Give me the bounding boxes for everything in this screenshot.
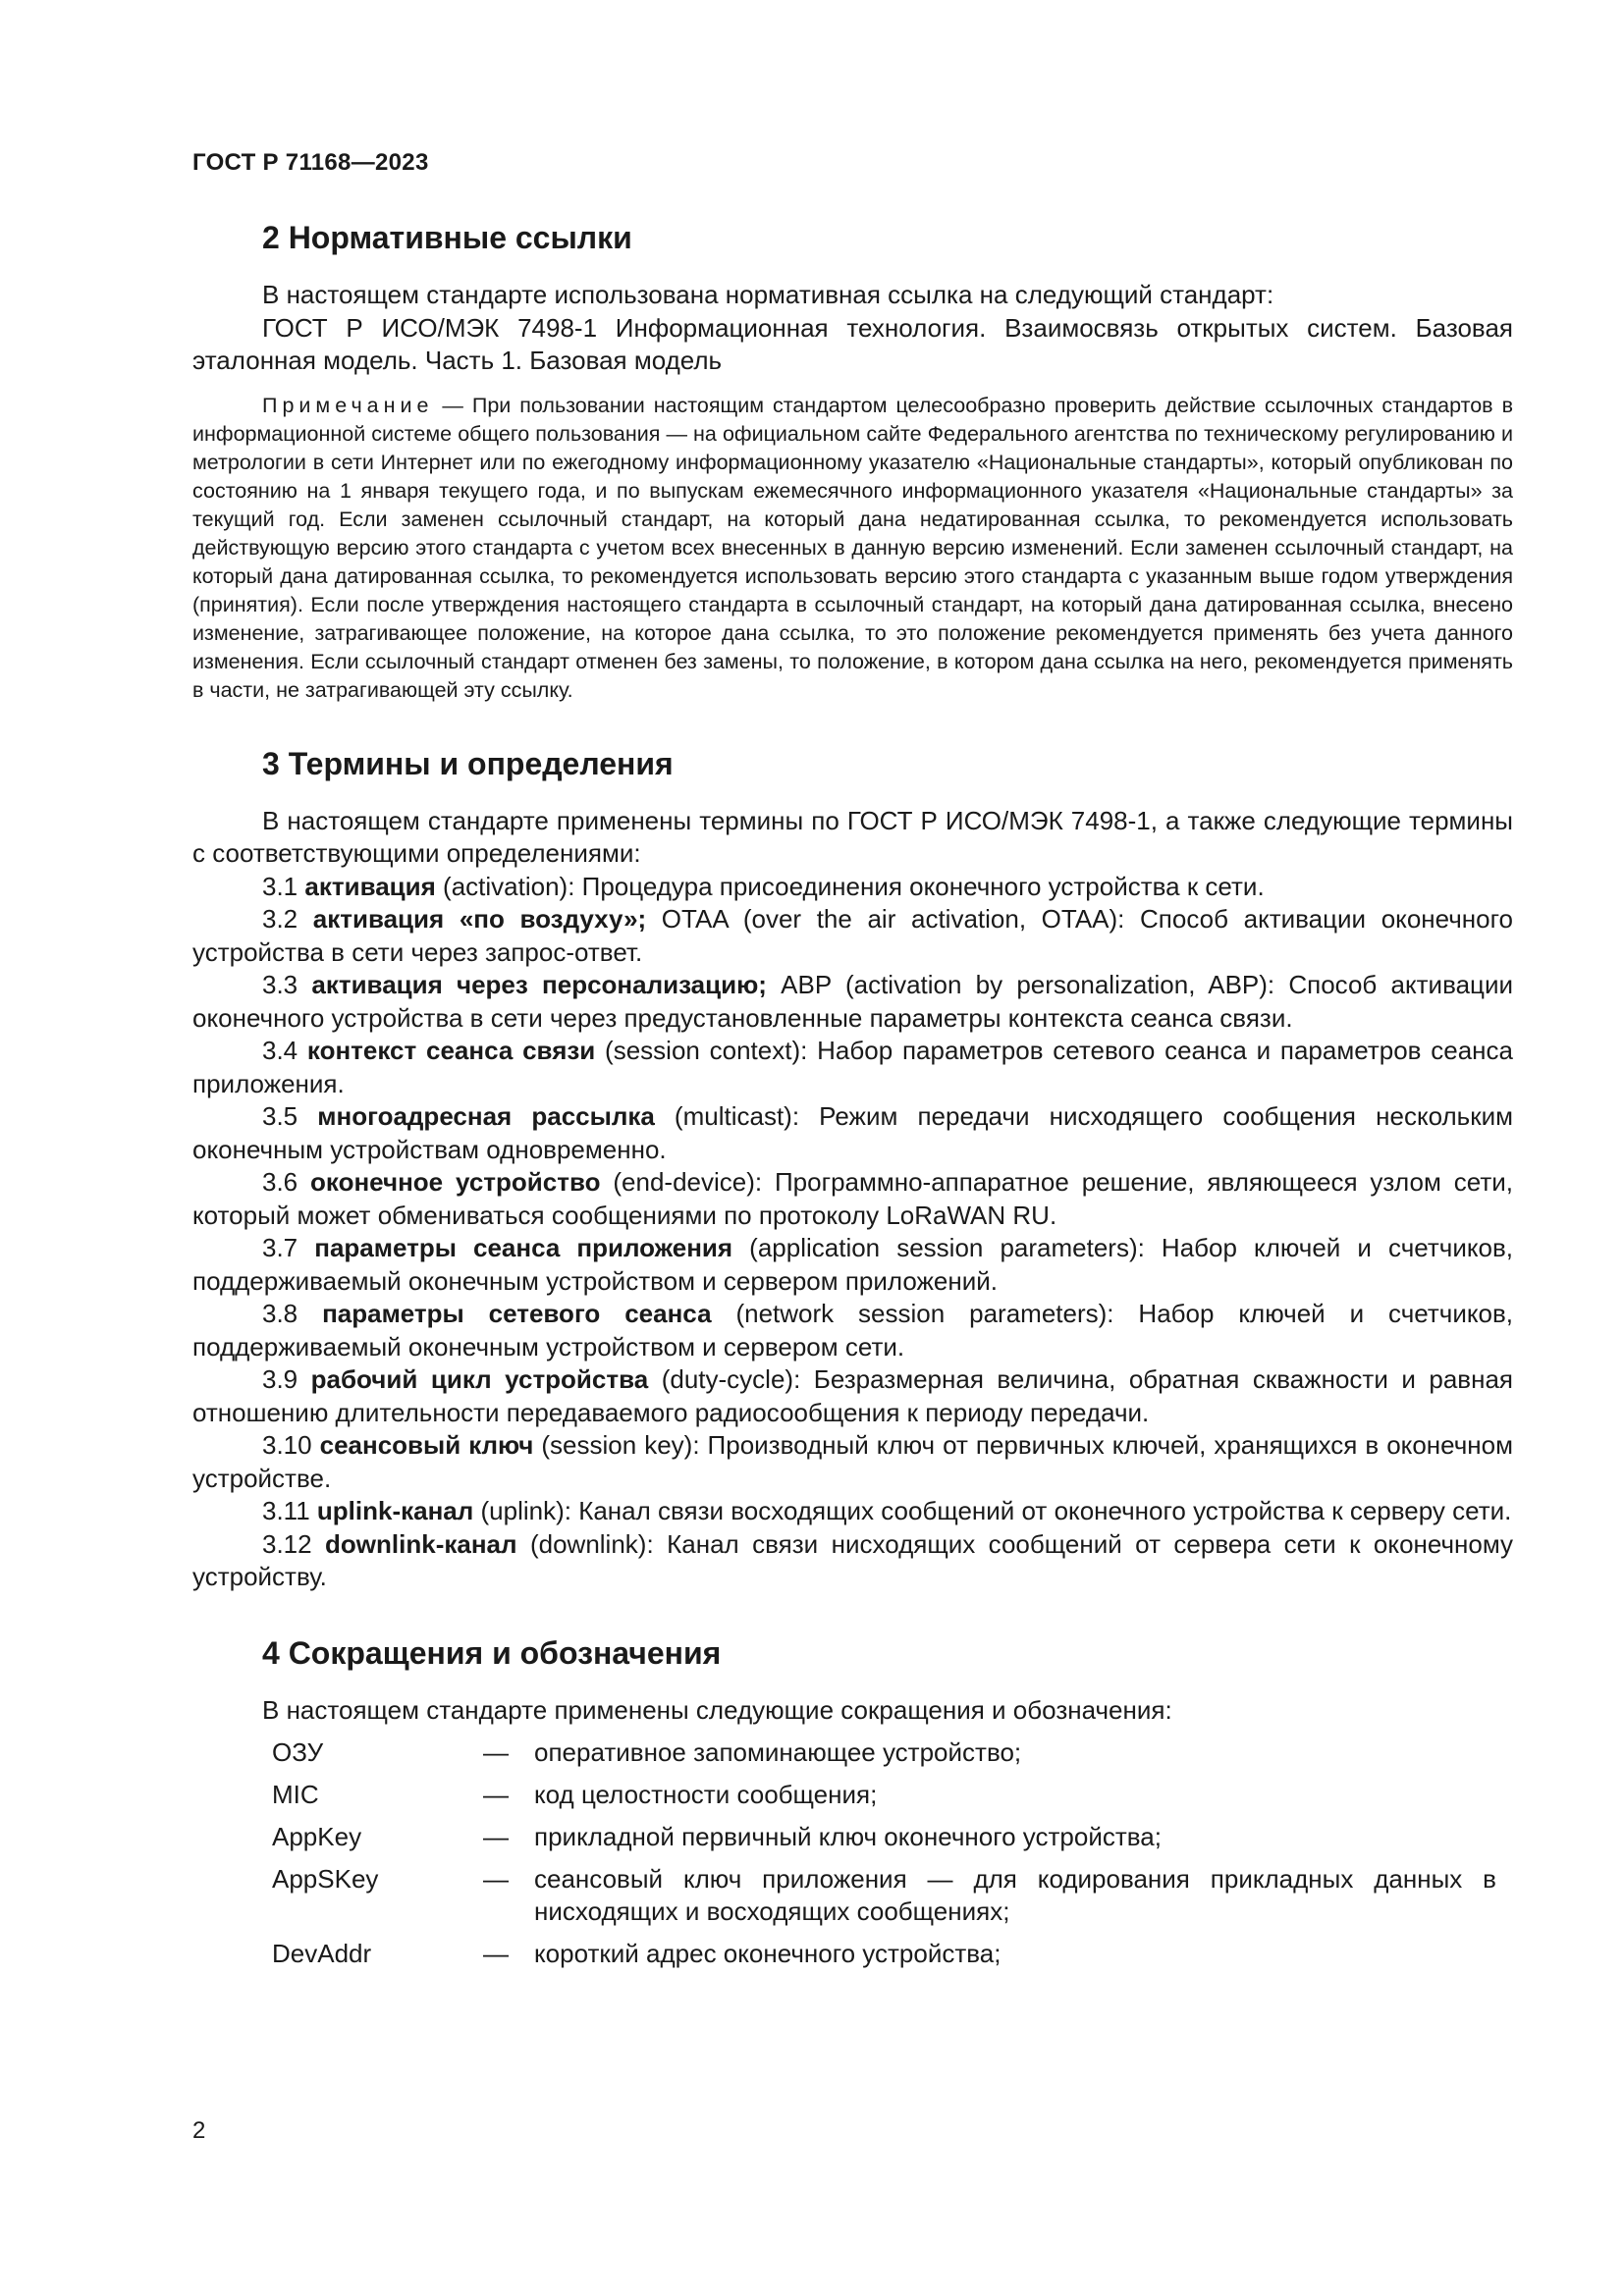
- term-number: 3.1: [262, 871, 305, 901]
- term-number: 3.3: [262, 970, 312, 999]
- term-definition: (network session parameters): Набор ключей и счетчиков, поддерживаемый оконечным устройством и сервером сети.: [192, 1299, 1514, 1362]
- term-entry: [192, 1298, 1513, 1363]
- section-3-title: 3 Термины и определения: [262, 745, 674, 781]
- abbreviation-key: DevAddr: [272, 1939, 372, 1968]
- abbreviation-meaning: прикладной первичный ключ оконечного устройства;: [534, 1822, 1162, 1851]
- term-definition: (end-device): Программно-аппаратное решение, являющееся узлом сети, который может обмениваться сообщениями по протоколу LoRaWAN RU.: [192, 1167, 1513, 1230]
- abbreviation-row: [272, 1821, 1513, 1853]
- term-definition: OTAA (over the air activation, OTAA): Способ активации оконечного устройства в сети через запрос-ответ.: [192, 904, 1513, 967]
- abbreviation-key: ОЗУ: [272, 1737, 324, 1767]
- term-number: 3.2: [262, 904, 313, 934]
- term-entry: [192, 903, 1513, 969]
- term-name: параметры сетевого сеанса: [322, 1299, 712, 1328]
- section-2-intro: В настоящем стандарте использована нормативная ссылка на следующий стандарт:: [262, 280, 1274, 309]
- abbreviation-dash: —: [483, 1864, 509, 1894]
- term-number: 3.8: [262, 1299, 323, 1328]
- abbreviation-meaning: сеансовый ключ приложения — для кодирования прикладных данных в нисходящих и восходящих сообщениях;: [534, 1864, 1496, 1926]
- term-definition: (session context): Набор параметров сетевого сеанса и параметров сеанса приложения.: [192, 1036, 1513, 1098]
- term-entry: [192, 1429, 1513, 1495]
- term-name: downlink-канал: [325, 1528, 517, 1559]
- term-name: параметры сеанса приложения: [314, 1233, 733, 1262]
- term-number: 3.9: [262, 1364, 311, 1394]
- term-definition: ABP (activation by personalization, ABP): Способ активации оконечного устройства в сети через предустановленные параметры контекста сеанса связи.: [192, 970, 1513, 1033]
- abbreviations-table: [272, 1736, 1513, 1970]
- page-number: 2: [192, 2117, 206, 2144]
- term-entry: [192, 871, 1513, 904]
- abbreviation-dash: —: [483, 1822, 509, 1851]
- abbreviation-dash: —: [483, 1737, 509, 1767]
- term-name: многоадресная рассылка: [317, 1101, 655, 1131]
- term-number: 3.6: [262, 1167, 311, 1197]
- term-name: сеансовый ключ: [319, 1430, 534, 1460]
- abbreviation-row: [272, 1736, 1513, 1769]
- terms-list: [192, 871, 1513, 1594]
- abbreviation-dash: —: [483, 1780, 509, 1809]
- term-definition: (downlink): Канал связи нисходящих сообщений от сервера сети к оконечному устройству.: [192, 1528, 1514, 1591]
- term-name: активация через персонализацию;: [311, 970, 767, 999]
- abbreviation-row: [272, 1863, 1513, 1928]
- term-name: оконечное устройство: [310, 1167, 601, 1197]
- document-content: [192, 218, 1513, 1980]
- abbreviation-key: AppSKey: [272, 1864, 379, 1894]
- term-number: 3.5: [262, 1101, 318, 1131]
- term-name: рабочий цикл устройства: [310, 1364, 649, 1394]
- note-text: — При пользовании настоящим стандартом целесообразно проверить действие ссылочных стандартов в информационной системе общего пользования — на официальном сайте Федерального агентства по техническому регулированию и метрологии в сети Интернет или по ежегодному информационному указателю «Национальные стандарты», который опубликован по состоянию на 1 января текущего года, и по выпускам ежемесячного информационного указателя «Национальные стандарты» за текущий год. Если заменен ссылочный стандарт, на который дана недатированная ссылка, то рекомендуется использовать действующую версию этого стандарта с учетом всех внесенных в данную версию изменений. Если заменен ссылочный стандарт, на который дана датированная ссылка, то рекомендуется использовать версию этого стандарта с указанным выше годом утверждения (принятия). Если после утверждения настоящего стандарта в ссылочный стандарт, на который дана датированная ссылка, внесено изменение, затрагивающее положение, на которое дана ссылка, то это положение рекомендуется применять без учета данного изменения. Если ссылочный стандарт отменен без замены, то положение, в котором дана ссылка на него, рекомендуется применять в части, не затрагивающей эту ссылку.: [192, 393, 1513, 702]
- section-4-intro: В настоящем стандарте применены следующие сокращения и обозначения:: [262, 1694, 1172, 1725]
- term-definition: (uplink): Канал связи восходящих сообщений от оконечного устройства к серверу сети.: [473, 1496, 1512, 1525]
- abbreviation-dash: —: [483, 1939, 509, 1968]
- term-definition: (application session parameters): Набор ключей и счетчиков, поддерживаемый оконечным устройством и сервером приложений.: [192, 1233, 1514, 1296]
- term-definition: (activation): Процедура присоединения оконечного устройства к сети.: [435, 871, 1265, 901]
- section-4-title: 4 Сокращения и обозначения: [262, 1634, 722, 1671]
- term-name: активация: [304, 871, 436, 901]
- section-2-title: 2 Нормативные ссылки: [262, 220, 632, 255]
- term-number: 3.10: [262, 1430, 320, 1460]
- abbreviation-key: AppKey: [272, 1822, 362, 1851]
- section-3-intro: В настоящем стандарте применены термины по ГОСТ Р ИСО/МЭК 7498-1, а также следующие термины с соответствующими определениями:: [192, 805, 1513, 868]
- document-header: ГОСТ Р 71168—2023: [192, 149, 429, 176]
- abbreviation-key: MIC: [272, 1780, 319, 1809]
- section-2-note: [192, 392, 1513, 705]
- abbreviation-meaning: короткий адрес оконечного устройства;: [534, 1939, 1001, 1968]
- term-definition: (duty-cycle): Безразмерная величина, обратная скважности и равная отношению длительности передаваемого радиосообщения к периоду передачи.: [192, 1364, 1513, 1427]
- abbreviation-row: [272, 1779, 1513, 1811]
- abbreviation-row: [272, 1938, 1513, 1970]
- term-entry: [192, 1363, 1513, 1429]
- abbreviation-meaning: оперативное запоминающее устройство;: [534, 1737, 1022, 1767]
- term-number: 3.12: [262, 1528, 326, 1559]
- term-number: 3.11: [262, 1496, 317, 1525]
- term-number: 3.7: [262, 1233, 315, 1262]
- term-definition: (multicast): Режим передачи нисходящего сообщения нескольким оконечным устройствам одновременно.: [192, 1101, 1513, 1164]
- term-entry: [192, 1528, 1513, 1594]
- term-entry: [192, 1232, 1513, 1298]
- term-entry: [192, 1035, 1513, 1100]
- term-name: контекст сеанса связи: [306, 1036, 596, 1065]
- term-number: 3.4: [262, 1036, 307, 1065]
- abbreviation-meaning: код целостности сообщения;: [534, 1780, 878, 1809]
- term-name: uplink-канал: [316, 1496, 474, 1525]
- section-2-reference: ГОСТ Р ИСО/МЭК 7498-1 Информационная технология. Взаимосвязь открытых систем. Базовая эталонная модель. Часть 1. Базовая модель: [192, 312, 1513, 375]
- term-entry: [192, 1166, 1513, 1232]
- term-definition: (session key): Производный ключ от первичных ключей, хранящихся в оконечном устройстве.: [192, 1430, 1513, 1493]
- note-label: Примечание: [262, 393, 434, 417]
- term-name: активация «по воздуху»;: [312, 904, 647, 934]
- term-entry: [192, 969, 1513, 1035]
- term-entry: [192, 1495, 1513, 1528]
- term-entry: [192, 1100, 1513, 1166]
